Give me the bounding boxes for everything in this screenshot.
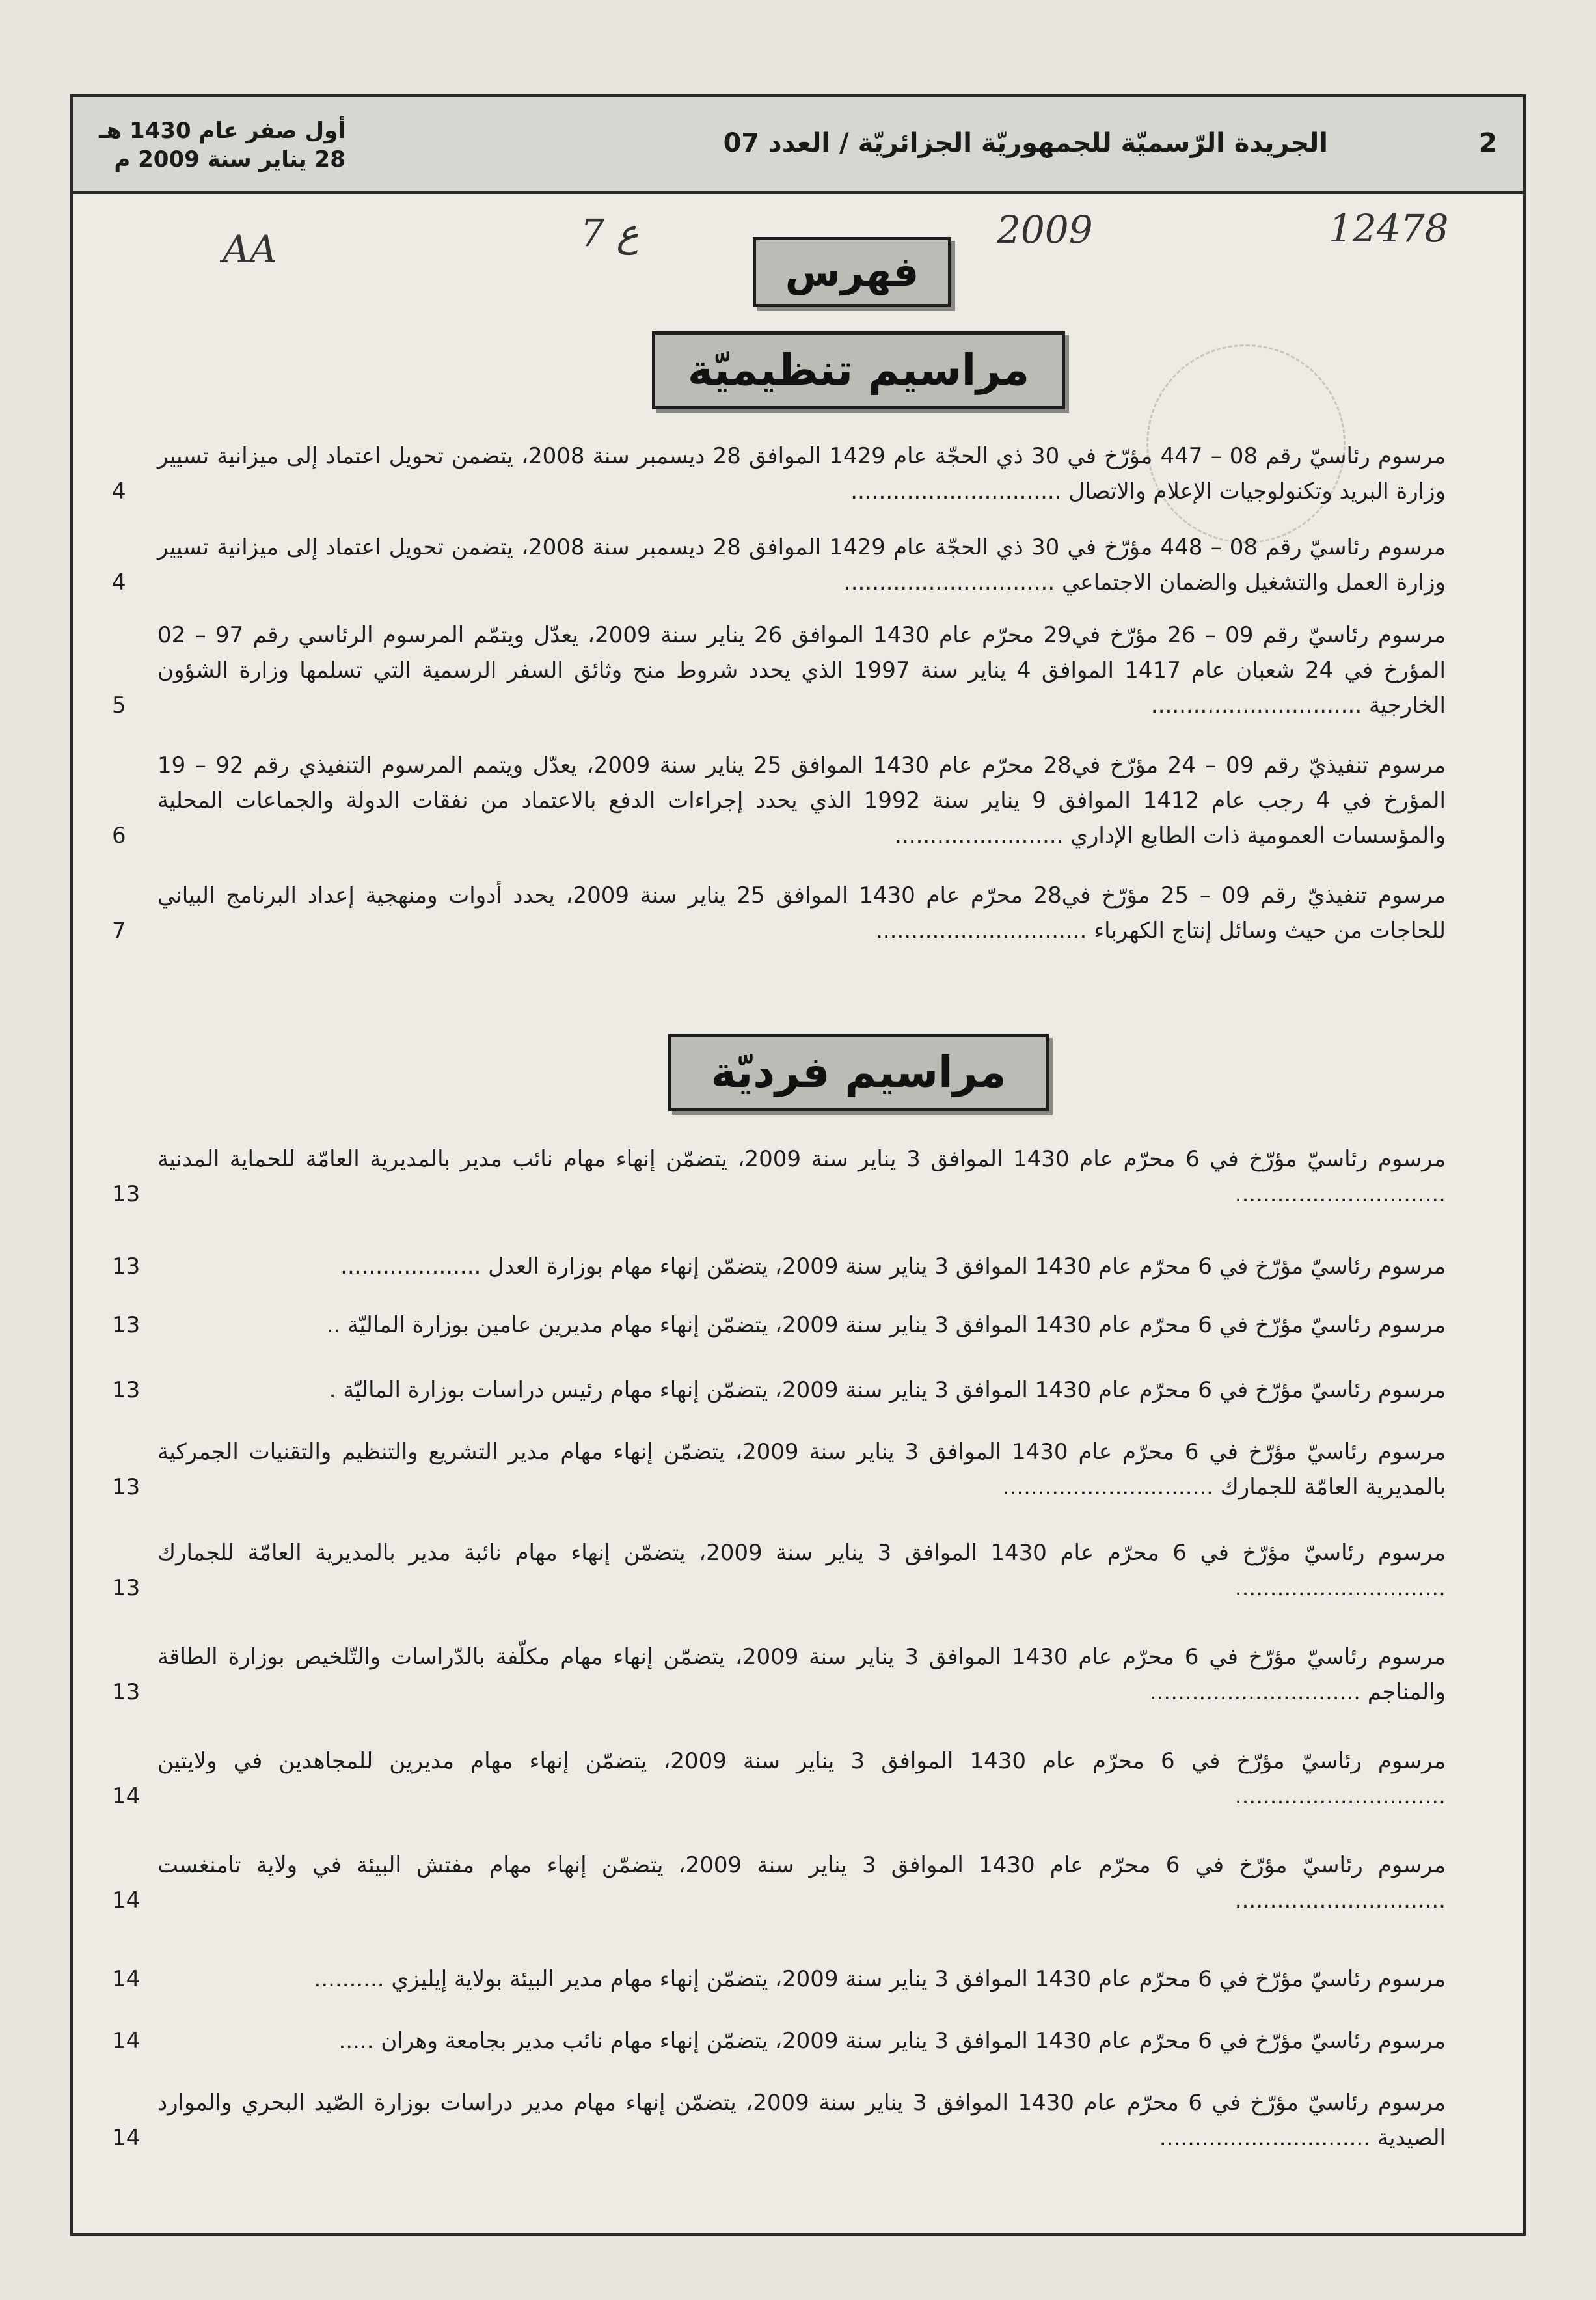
toc-entry-text: مرسوم رئاسيّ مؤرّخ في 6 محرّم عام 1430 الموافق 3 يناير سنة 2009، يتضمّن إنهاء مهام نائب مدير بالمديرية العامّة للحماية المدنية bbox=[157, 1146, 1446, 1172]
page-number: 2 bbox=[1479, 128, 1497, 158]
toc-page-number: 13 bbox=[112, 1474, 141, 1500]
toc-page-number: 7 bbox=[112, 918, 126, 944]
page-header bbox=[73, 97, 1523, 194]
toc-entry-text: مرسوم رئاسيّ مؤرّخ في 6 محرّم عام 1430 الموافق 3 يناير سنة 2009، يتضمّن إنهاء مهام رئيس دراسات بوزارة الماليّة bbox=[343, 1377, 1446, 1403]
toc-entry[interactable]: مرسوم رئاسيّ مؤرّخ في 6 محرّم عام 1430 الموافق 3 يناير سنة 2009، يتضمّن إنهاء مهام مفتش البيئة في ولاية تامنغست .............................. 14 bbox=[157, 1848, 1446, 1918]
toc-entry-text: مرسوم رئاسيّ مؤرّخ في 6 محرّم عام 1430 الموافق 3 يناير سنة 2009، يتضمّن إنهاء مهام بوزارة العدل bbox=[488, 1253, 1446, 1280]
toc-page-number: 14 bbox=[112, 2125, 141, 2151]
toc-page-number: 14 bbox=[112, 1966, 141, 1992]
journal-title: الجريدة الرّسميّة للجمهوريّة الجزائريّة / العدد 07 bbox=[723, 128, 1328, 158]
toc-page-number: 5 bbox=[112, 692, 126, 719]
toc-page-number: 13 bbox=[112, 1377, 141, 1403]
toc-entry-text: مرسوم رئاسيّ مؤرّخ في 6 محرّم عام 1430 الموافق 3 يناير سنة 2009، يتضمّن إنهاء مهام مدير دراسات بوزارة الصّيد البحري والموارد الصيدية bbox=[157, 2090, 1446, 2151]
toc-entry-text: مرسوم تنفيذيّ رقم 09 – 25 مؤرّخ في28 محرّم عام 1430 الموافق 25 يناير سنة 2009، يحدد أدوات ومنهجية إعداد البرنامج البياني للحاجات من حيث وسائل إنتاج الكهرباء bbox=[157, 883, 1446, 944]
toc-entry[interactable]: مرسوم رئاسيّ رقم 09 – 26 مؤرّخ في29 محرّم عام 1430 الموافق 26 يناير سنة 2009، يعدّل ويتمّم المرسوم الرئاسي رقم 97 – 02 المؤرخ في 24 شعبان عام 1417 الموافق 4 يناير سنة 1997 الذي يحدد شروط منح وثائق السفر الرسمية التي تسلمها وزارة الشؤون الخارجية .............................. 5 bbox=[157, 618, 1446, 723]
toc-entry-text: مرسوم رئاسيّ مؤرّخ في 6 محرّم عام 1430 الموافق 3 يناير سنة 2009، يتضمّن إنهاء مهام نائبة مدير بالمديرية العامّة للجمارك bbox=[157, 1540, 1446, 1566]
toc-page-number: 13 bbox=[112, 1253, 141, 1280]
toc-entry-text: مرسوم رئاسيّ رقم 09 – 26 مؤرّخ في29 محرّم عام 1430 الموافق 26 يناير سنة 2009، يعدّل ويتمّم المرسوم الرئاسي رقم 97 – 02 المؤرخ في 24 شعبان عام 1417 الموافق 4 يناير سنة 1997 الذي يحدد شروط منح وثائق السفر الرسمية التي تسلمها وزارة الشؤون الخارجية bbox=[157, 622, 1446, 719]
toc-entry-text: مرسوم رئاسيّ مؤرّخ في 6 محرّم عام 1430 الموافق 3 يناير سنة 2009، يتضمّن إنهاء مهام مدير البيئة بولاية إيليزي bbox=[391, 1966, 1446, 1992]
toc-entry-text: مرسوم رئاسيّ رقم 08 – 448 مؤرّخ في 30 ذي الحجّة عام 1429 الموافق 28 ديسمبر سنة 2008، يتضمن تحويل اعتماد إلى ميزانية تسيير وزارة العمل والتشغيل والضمان الاجتماعي bbox=[157, 534, 1446, 596]
toc-entry[interactable]: مرسوم رئاسيّ مؤرّخ في 6 محرّم عام 1430 الموافق 3 يناير سنة 2009، يتضمّن إنهاء مهام نائب مدير بجامعة وهران ..... 14 bbox=[157, 2023, 1446, 2059]
toc-entry[interactable]: مرسوم رئاسيّ رقم 08 – 448 مؤرّخ في 30 ذي الحجّة عام 1429 الموافق 28 ديسمبر سنة 2008، يتضمن تحويل اعتماد إلى ميزانية تسيير وزارة العمل والتشغيل والضمان الاجتماعي .............................. 4 bbox=[157, 530, 1446, 600]
toc-page-number: 13 bbox=[112, 1679, 141, 1705]
toc-page-number: 14 bbox=[112, 2028, 141, 2054]
toc-entry[interactable]: مرسوم رئاسيّ مؤرّخ في 6 محرّم عام 1430 الموافق 3 يناير سنة 2009، يتضمّن إنهاء مهام مدير البيئة بولاية إيليزي .......... 14 bbox=[157, 1962, 1446, 1997]
toc-page-number: 13 bbox=[112, 1312, 141, 1338]
toc-entry[interactable]: مرسوم رئاسيّ رقم 08 – 447 مؤرّخ في 30 ذي الحجّة عام 1429 الموافق 28 ديسمبر سنة 2008، يتضمن تحويل اعتماد إلى ميزانية تسيير وزارة البريد وتكنولوجيات الإعلام والاتصال .............................. 4 bbox=[157, 439, 1446, 509]
toc-entry-text: مرسوم رئاسيّ مؤرّخ في 6 محرّم عام 1430 الموافق 3 يناير سنة 2009، يتضمّن إنهاء مهام مفتش البيئة في ولاية تامنغست bbox=[157, 1852, 1446, 1878]
toc-entry[interactable]: مرسوم رئاسيّ مؤرّخ في 6 محرّم عام 1430 الموافق 3 يناير سنة 2009، يتضمّن إنهاء مهام مكلّفة بالدّراسات والتّلخيص بوزارة الطاقة والمناجم .............................. 13 bbox=[157, 1639, 1446, 1710]
toc-entry-text: مرسوم تنفيذيّ رقم 09 – 24 مؤرّخ في28 محرّم عام 1430 الموافق 25 يناير سنة 2009، يعدّل ويتمم المرسوم التنفيذي رقم 92 – 19 المؤرخ في 4 رجب عام 1412 الموافق 9 يناير سنة 1992 الذي يحدد إجراءات الدفع بالاعتماد من نفقات الدولة والجماعات المحلية والمؤسسات العمومية ذات الطابع الإداري bbox=[157, 752, 1446, 849]
handwritten-note: AA bbox=[223, 227, 277, 271]
toc-page-number: 6 bbox=[112, 823, 126, 849]
page-frame bbox=[70, 94, 1526, 2236]
handwritten-note: 2009 bbox=[997, 208, 1093, 252]
toc-entry[interactable]: مرسوم رئاسيّ مؤرّخ في 6 محرّم عام 1430 الموافق 3 يناير سنة 2009، يتضمّن إنهاء مهام نائب مدير بالمديرية العامّة للحماية المدنية .............................. 13 bbox=[157, 1142, 1446, 1212]
toc-entry[interactable]: مرسوم رئاسيّ مؤرّخ في 6 محرّم عام 1430 الموافق 3 يناير سنة 2009، يتضمّن إنهاء مهام مدير التشريع والتنظيم والتقنيات الجمركية بالمديرية العامّة للجمارك .............................. 13 bbox=[157, 1434, 1446, 1505]
toc-entry[interactable]: مرسوم تنفيذيّ رقم 09 – 24 مؤرّخ في28 محرّم عام 1430 الموافق 25 يناير سنة 2009، يعدّل ويتمم المرسوم التنفيذي رقم 92 – 19 المؤرخ في 4 رجب عام 1412 الموافق 9 يناير سنة 1992 الذي يحدد إجراءات الدفع بالاعتماد من نفقات الدولة والجماعات المحلية والمؤسسات العمومية ذات الطابع الإداري ........................ 6 bbox=[157, 748, 1446, 853]
toc-entry[interactable]: مرسوم تنفيذيّ رقم 09 – 25 مؤرّخ في28 محرّم عام 1430 الموافق 25 يناير سنة 2009، يحدد أدوات ومنهجية إعداد البرنامج البياني للحاجات من حيث وسائل إنتاج الكهرباء .............................. 7 bbox=[157, 878, 1446, 948]
handwritten-note: 12478 bbox=[1329, 206, 1449, 251]
date-gregorian: 28 يناير سنة 2009 م bbox=[114, 146, 345, 172]
issue-date bbox=[99, 116, 345, 174]
index-title: فهرس bbox=[753, 237, 951, 307]
regulatory-decrees-title: مراسيم تنظيميّة bbox=[652, 331, 1065, 409]
toc-entry-text: مرسوم رئاسيّ رقم 08 – 447 مؤرّخ في 30 ذي الحجّة عام 1429 الموافق 28 ديسمبر سنة 2008، يتضمن تحويل اعتماد إلى ميزانية تسيير وزارة البريد وتكنولوجيات الإعلام والاتصال bbox=[157, 443, 1446, 504]
toc-entry-text: مرسوم رئاسيّ مؤرّخ في 6 محرّم عام 1430 الموافق 3 يناير سنة 2009، يتضمّن إنهاء مهام مكلّفة بالدّراسات والتّلخيص بوزارة الطاقة والمناجم bbox=[157, 1644, 1446, 1705]
toc-entry-text: مرسوم رئاسيّ مؤرّخ في 6 محرّم عام 1430 الموافق 3 يناير سنة 2009، يتضمّن إنهاء مهام مديرين عامين بوزارة الماليّة bbox=[347, 1312, 1446, 1338]
toc-entry-text: مرسوم رئاسيّ مؤرّخ في 6 محرّم عام 1430 الموافق 3 يناير سنة 2009، يتضمّن إنهاء مهام مديرين للمجاهدين في ولايتين bbox=[157, 1748, 1446, 1774]
individual-decrees-title: مراسيم فرديّة bbox=[668, 1034, 1049, 1111]
toc-entry[interactable]: مرسوم رئاسيّ مؤرّخ في 6 محرّم عام 1430 الموافق 3 يناير سنة 2009، يتضمّن إنهاء مهام مدير دراسات بوزارة الصّيد البحري والموارد الصيدية .............................. 14 bbox=[157, 2085, 1446, 2156]
toc-entry-text: مرسوم رئاسيّ مؤرّخ في 6 محرّم عام 1430 الموافق 3 يناير سنة 2009، يتضمّن إنهاء مهام مدير التشريع والتنظيم والتقنيات الجمركية بالمديرية العامّة للجمارك bbox=[157, 1439, 1446, 1500]
toc-entry[interactable]: مرسوم رئاسيّ مؤرّخ في 6 محرّم عام 1430 الموافق 3 يناير سنة 2009، يتضمّن إنهاء مهام مديرين عامين بوزارة الماليّة .. 13 bbox=[157, 1307, 1446, 1343]
toc-page-number: 13 bbox=[112, 1575, 141, 1601]
toc-entry[interactable]: مرسوم رئاسيّ مؤرّخ في 6 محرّم عام 1430 الموافق 3 يناير سنة 2009، يتضمّن إنهاء مهام مديرين للمجاهدين في ولايتين .............................. 14 bbox=[157, 1744, 1446, 1814]
toc-page-number: 14 bbox=[112, 1887, 141, 1913]
toc-page-number: 14 bbox=[112, 1783, 141, 1809]
toc-page-number: 4 bbox=[112, 478, 126, 504]
toc-entry[interactable]: مرسوم رئاسيّ مؤرّخ في 6 محرّم عام 1430 الموافق 3 يناير سنة 2009، يتضمّن إنهاء مهام بوزارة العدل .................... 13 bbox=[157, 1249, 1446, 1284]
date-hijri: أول صفر عام 1430 هـ bbox=[99, 118, 345, 144]
toc-entry[interactable]: مرسوم رئاسيّ مؤرّخ في 6 محرّم عام 1430 الموافق 3 يناير سنة 2009، يتضمّن إنهاء مهام رئيس دراسات بوزارة الماليّة . 13 bbox=[157, 1373, 1446, 1408]
toc-page-number: 13 bbox=[112, 1181, 141, 1207]
handwritten-note: 7 ع bbox=[580, 211, 639, 255]
toc-entry-text: مرسوم رئاسيّ مؤرّخ في 6 محرّم عام 1430 الموافق 3 يناير سنة 2009، يتضمّن إنهاء مهام نائب مدير بجامعة وهران bbox=[381, 2028, 1446, 2054]
toc-page-number: 4 bbox=[112, 569, 126, 596]
toc-entry[interactable]: مرسوم رئاسيّ مؤرّخ في 6 محرّم عام 1430 الموافق 3 يناير سنة 2009، يتضمّن إنهاء مهام نائبة مدير بالمديرية العامّة للجمارك .............................. 13 bbox=[157, 1535, 1446, 1606]
